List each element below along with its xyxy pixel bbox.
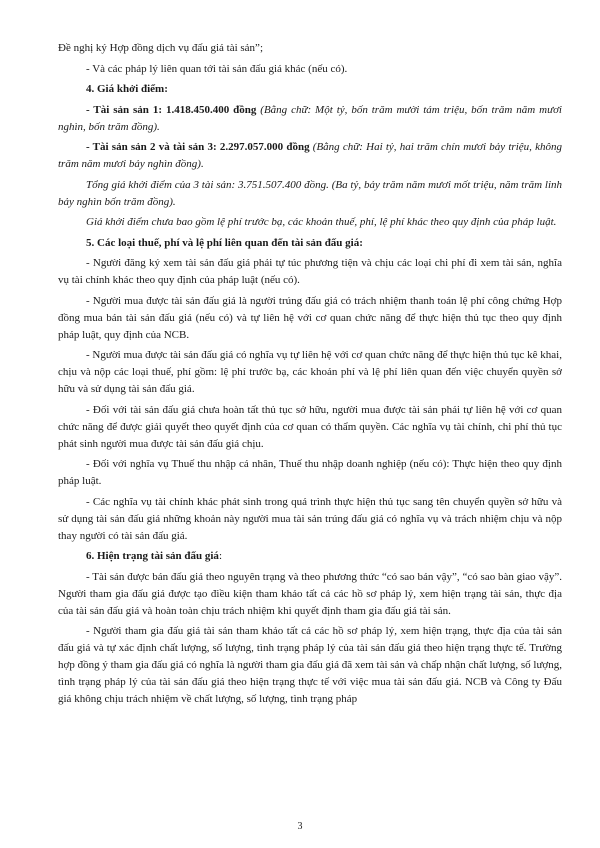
paragraph-bidder-inspection: - Người tham gia đấu giá tài sản tham khảo tất cả các hồ sơ pháp lý, xem hiện trạng, thực địa của tài sản đấu giá và tự xác định chất lượng, số lượng, tình trạng pháp lý của tài sản đấu giá theo hiện trạng thực tế. Trường hợp đồng ý tham gia đấu giá có nghĩa là người tham gia đấu giá đã xem tài sản và chấp nhận chất lượng, số lượng, tình trạng pháp lý của tài sản đấu giá theo hiện trạng thực tế với việc mua tài sản đấu giá. NCB và Công ty Đấu giá không chịu trách nhiệm về chất lượng, số lượng, tình trạng pháp [58, 625, 562, 705]
paragraph-price-exclusions [58, 214, 562, 231]
asset-1-price-label: - Tài sản sản 1: 1.418.450.400 đồng [86, 103, 257, 116]
paragraph-viewing-costs: - Người đăng ký xem tài sản đấu giá phải tự túc phương tiện và chịu các loại chi phí đi xem tài sản, nghĩa vụ tài chính khác theo quy định của pháp luật (nếu có). [58, 257, 562, 286]
paragraph-as-is-sale: - Tài sản được bán đấu giá theo nguyên trạng và theo phương thức “có sao bán vậy”, “có sao bàn giao vậy”. Người tham gia đấu giá được tạo điều kiện tham khảo tất cả các hồ sơ pháp lý, xem hiện trạng tài sản, thực địa của tài sản đấu giá và hoàn toàn chịu trách nhiệm khi quyết định tham gia đấu giá tài sản. [58, 570, 562, 617]
paragraph-asset-1-price [58, 102, 562, 136]
paragraph-incomplete-ownership: - Đối với tài sản đấu giá chưa hoàn tất thủ tục sở hữu, người mua được tài sản phải tự liên hệ với cơ quan chức năng để được giải quyết theo quyết định của cơ quan có thẩm quyền. Các nghĩa vụ tài chính, chi phí thủ tục phát sinh người mua được tài sản đấu giá chịu. [58, 403, 562, 450]
asset-1-price-words: (Bằng chữ: Một tỷ, bốn trăm mười tám triệu, bốn trăm năm mươi nghìn, bốn trăm đồng). [58, 103, 562, 133]
paragraph-income-tax: - Đối với nghĩa vụ Thuế thu nhập cá nhân, Thuế thu nhập doanh nghiệp (nếu có): Thực hiện theo quy định pháp luật. [58, 458, 562, 487]
asset-2-3-price-label: - Tài sản sản 2 và tài sản 3: 2.297.057.000 đồng [86, 141, 310, 153]
heading-starting-price: 4. Giá khởi điểm: [86, 83, 168, 95]
paragraph-other-obligations: - Các nghĩa vụ tài chính khác phát sinh trong quá trình thực hiện thủ tục sang tên chuyển quyền sở hữu và sử dụng tài sản đấu giá những khoản này người mua tài sản trúng đấu giá có nghĩa vụ và trách nhiệm chịu và nộp thay người có tài sản đấu giá. [58, 495, 562, 542]
document-body [58, 40, 562, 712]
heading-asset-condition-text: 6. Hiện trạng tài sản đấu giá [86, 550, 219, 562]
paragraph-asset-2-3-price [58, 139, 562, 173]
paragraph-other-legal: - Và các pháp lý liên quan tới tài sản đấu giá khác (nếu có). [86, 62, 348, 75]
heading-asset-condition [58, 548, 562, 565]
paragraph-contract-request: Đề nghị ký Hợp đồng dịch vụ đấu giá tài sản”; [58, 42, 263, 54]
paragraph-notary-fee: - Người mua được tài sản đấu giá là người trúng đấu giá có trách nhiệm thanh toán lệ phí công chứng Hợp đồng mua bán tài sản đấu giá (nếu có) và tự liên hệ với cơ quan chức năng để thực hiện thủ tục theo quy định pháp luật, quy định của NCB. [58, 294, 562, 341]
price-exclusions-text: Giá khởi điểm chưa bao gồm lệ phí trước bạ, các khoản thuế, phí, lệ phí khác theo quy định của pháp luật. [86, 216, 557, 228]
heading-colon: : [218, 550, 222, 562]
paragraph-total-price [58, 177, 562, 211]
asset-2-3-price-words: (Bằng chữ: Hai tỷ, hai trăm chín mươi bảy triệu, không trăm năm mươi bảy nghìn đồng). [58, 141, 562, 170]
paragraph-registration-taxes: - Người mua được tài sản đấu giá có nghĩa vụ tự liên hệ với cơ quan chức năng để thực hiện thủ tục kê khai, chịu và nộp các loại thuế, phí gồm: lệ phí trước bạ, các khoản phí và lệ phí liên quan đến việc chuyển quyền sở hữu và sử dụng tài sản đấu giá. [58, 349, 562, 395]
page-number: 3 [297, 821, 303, 832]
total-price-text: Tổng giá khởi điểm của 3 tài sản: 3.751.507.400 đồng. (Ba tỷ, bảy trăm năm mươi mốt triệu, năm trăm linh bảy nghìn bốn trăm đồng). [58, 178, 562, 208]
heading-taxes-fees: 5. Các loại thuế, phí và lệ phí liên quan đến tài sản đấu giá: [86, 236, 363, 249]
